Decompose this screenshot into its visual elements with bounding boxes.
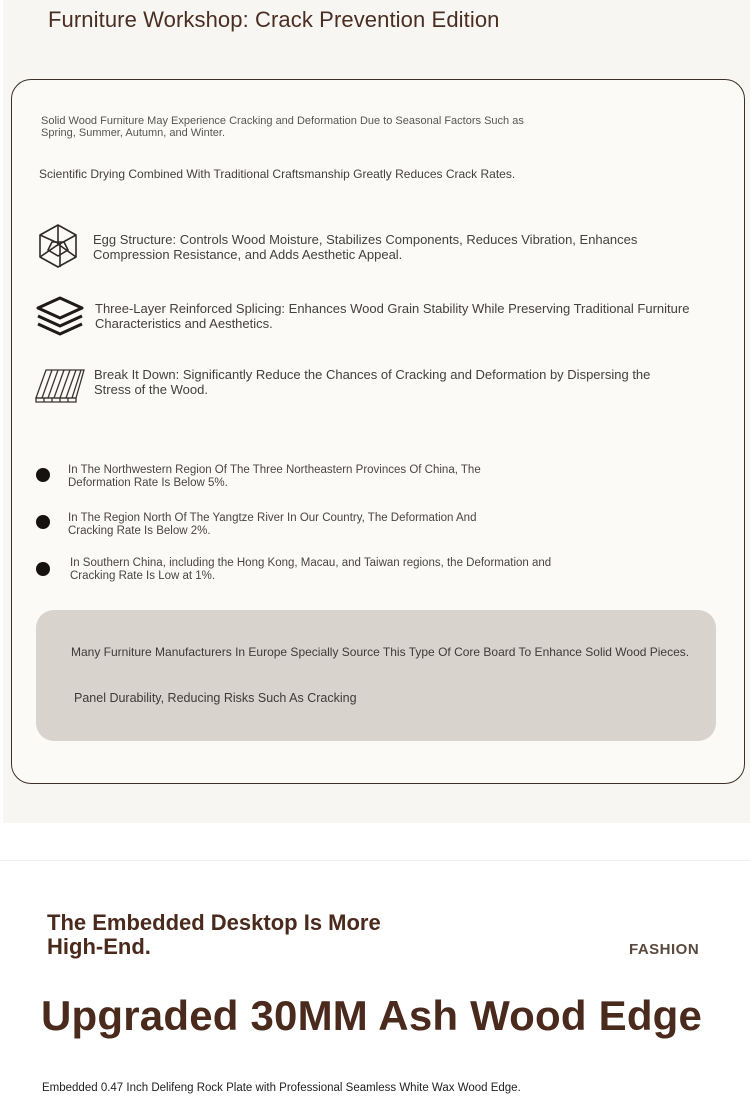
intro-text-seasonal: Solid Wood Furniture May Experience Cracking and Deformation Due to Seasonal Factors Such as Spring, Summer, Autumn, and Winter. xyxy=(41,115,524,139)
region-stat-text: In The Northwestern Region Of The Three Northeastern Provinces Of China, The Deformation Rate Is Below 5%. xyxy=(68,464,481,489)
bullet-dot-icon xyxy=(36,515,50,529)
note-box xyxy=(36,610,716,741)
page-title: Furniture Workshop: Crack Prevention Edition xyxy=(48,7,500,32)
note-text: Panel Durability, Reducing Risks Such As Cracking xyxy=(74,691,357,705)
feature-item xyxy=(30,294,720,344)
note-text: Many Furniture Manufacturers In Europe Specially Source This Type Of Core Board To Enhance Solid Wood Pieces. xyxy=(71,645,690,659)
product-caption: Embedded 0.47 Inch Delifeng Rock Plate with Professional Seamless White Wax Wood Edge. xyxy=(42,1082,521,1094)
intro-text-drying: Scientific Drying Combined With Traditional Craftsmanship Greatly Reduces Crack Rates. xyxy=(39,167,516,181)
bullet-dot-icon xyxy=(36,562,50,576)
section-divider xyxy=(0,860,750,861)
layers-icon xyxy=(30,294,86,344)
feature-item xyxy=(30,362,720,412)
product-subheading: The Embedded Desktop Is More High-End. xyxy=(47,910,381,959)
region-stat-text: In Southern China, including the Hong Kong, Macau, and Taiwan regions, the Deformation and Cracking Rate Is Low at 1%. xyxy=(70,557,552,582)
feature-item xyxy=(30,222,720,272)
wood-board-icon xyxy=(30,362,86,412)
region-stat-text: In The Region North Of The Yangtze River In Our Country, The Deformation And Cracking Rate Is Below 2%. xyxy=(68,512,477,537)
product-heading: Upgraded 30MM Ash Wood Edge xyxy=(41,992,703,1039)
feature-text: Break It Down: Significantly Reduce the Chances of Cracking and Deformation by Dispersing the Stress of the Wood. xyxy=(94,367,651,397)
feature-text: Egg Structure: Controls Wood Moisture, Stabilizes Components, Reduces Vibration, Enhances Compression Resistance, and Adds Aesthetic Appeal. xyxy=(93,232,638,262)
feature-text: Three-Layer Reinforced Splicing: Enhances Wood Grain Stability While Preserving Traditional Furniture Characteristics and Aesthetics. xyxy=(95,301,690,331)
bullet-dot-icon xyxy=(36,468,50,482)
interlock-structure-icon xyxy=(30,222,86,272)
brand-logo: FASHION xyxy=(629,941,700,958)
